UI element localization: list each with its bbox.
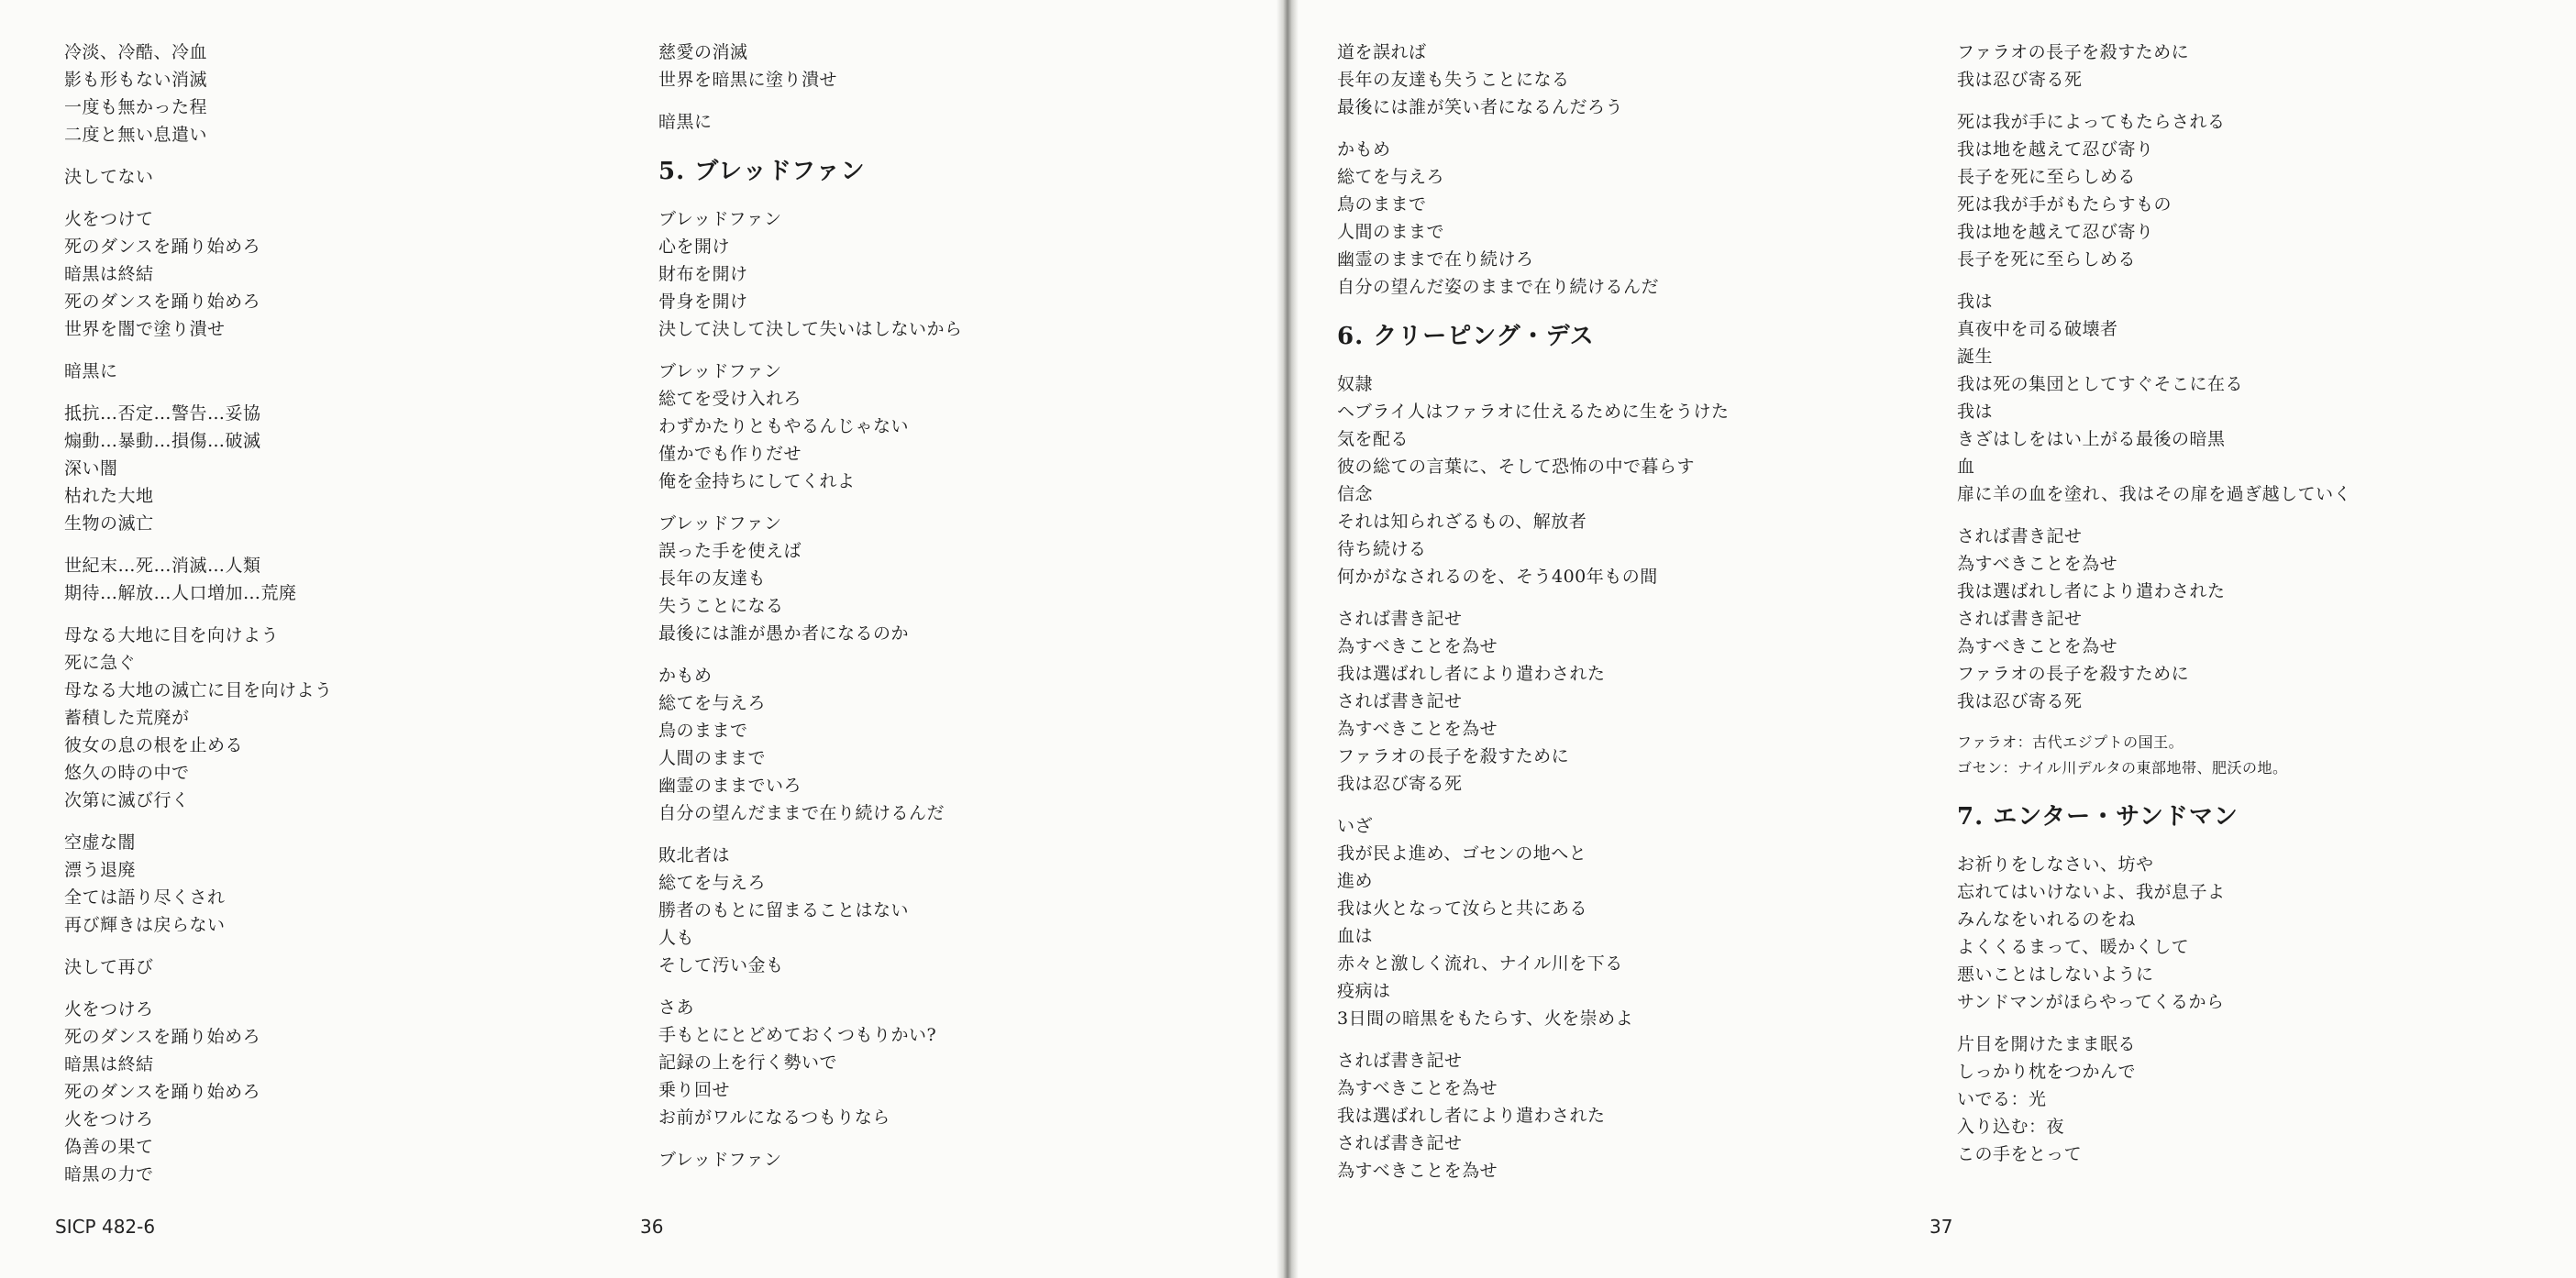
lyric-stanza <box>658 39 963 94</box>
lyric-line: 人も <box>658 928 695 948</box>
lyric-stanza <box>658 358 963 495</box>
lyric-line: 僅かでも作りだせ <box>658 444 802 464</box>
lyric-line: 火をつけろ <box>64 999 154 1019</box>
lyric-stanza <box>658 510 963 647</box>
lyric-line: 総てを与えろ <box>658 693 767 713</box>
lyric-line: 死のダンスを踊り始めろ <box>64 292 261 312</box>
lyric-line: 幽霊のままでいろ <box>658 776 802 796</box>
lyric-line: 決してない <box>64 167 154 187</box>
lyric-line: 影も形もない消滅 <box>64 70 208 90</box>
lyric-stanza <box>64 622 333 814</box>
lyric-line: されば書き記せ <box>1337 1133 1463 1153</box>
lyric-line: 漂う退廃 <box>64 860 137 880</box>
lyric-line: 全ては語り尽くされ <box>64 887 226 908</box>
footnote-line: ファラオ：古代エジプトの国王。 <box>1957 733 2184 751</box>
lyric-line: 死に急ぐ <box>64 653 137 673</box>
lyrics-column-3 <box>1337 39 1729 1199</box>
lyric-line: 我は忍び寄る死 <box>1957 70 2083 90</box>
lyric-line: 我は忍び寄る死 <box>1337 774 1463 794</box>
lyric-line: されば書き記せ <box>1337 1051 1463 1071</box>
catalog-number: SICP 482-6 <box>55 1216 156 1238</box>
lyric-line: 火をつけろ <box>64 1109 154 1129</box>
lyric-line: 期待…解放…人口増加…荒廃 <box>64 583 297 603</box>
lyric-line: 我は火となって汝らと共にある <box>1337 898 1588 919</box>
lyric-line: 扉に羊の血を塗れ、我はその扉を過ぎ越していく <box>1957 484 2352 504</box>
lyric-line: 入り込む：夜 <box>1957 1117 2065 1137</box>
lyric-line: 暗黒は終結 <box>64 1054 154 1074</box>
lyric-line: 失うことになる <box>658 596 784 616</box>
lyric-stanza <box>658 662 963 827</box>
lyric-line: 偽善の果て <box>64 1137 154 1157</box>
lyric-line: 決して再び <box>64 957 154 977</box>
footnote <box>1957 730 2351 781</box>
lyric-line: 我は死の集団としてすぐそこに在る <box>1957 374 2244 394</box>
lyric-line: 枯れた大地 <box>64 486 154 506</box>
lyric-line: 為すべきことを為せ <box>1337 719 1498 739</box>
lyric-line: 煽動…暴動…損傷…破滅 <box>64 431 261 451</box>
lyric-line: されば書き記せ <box>1337 609 1463 629</box>
lyric-line: 疫病は <box>1337 981 1391 1001</box>
lyric-stanza <box>1337 812 1729 1032</box>
lyric-line: 真夜中を司る破壊者 <box>1957 319 2118 339</box>
lyric-line: 悠久の時の中で <box>64 763 190 783</box>
lyric-line: 死のダンスを踊り始めろ <box>64 1027 261 1047</box>
lyric-line: 我は地を越えて忍び寄り <box>1957 139 2154 160</box>
lyric-stanza <box>658 1146 963 1173</box>
lyric-stanza <box>1337 1047 1729 1184</box>
lyric-line: 何かがなされるのを、そう400年もの間 <box>1337 567 1658 587</box>
lyric-line: 心を開け <box>658 237 731 257</box>
lyric-stanza <box>1957 523 2351 715</box>
lyric-line: 片目を開けたまま眠る <box>1957 1034 2137 1054</box>
lyric-line: 死のダンスを踊り始めろ <box>64 1082 261 1102</box>
lyric-stanza <box>1957 39 2351 94</box>
lyric-line: 慈愛の消滅 <box>658 42 748 62</box>
lyric-line: 空虚な闇 <box>64 832 137 853</box>
lyric-line: 人間のままで <box>1337 222 1445 242</box>
lyric-line: 母なる大地の滅亡に目を向けよう <box>64 680 333 700</box>
lyric-line: 死のダンスを踊り始めろ <box>64 237 261 257</box>
lyric-line: 世界を闇で塗り潰せ <box>64 319 226 339</box>
lyric-stanza <box>64 400 333 537</box>
lyric-line: 再び輝きは戻らない <box>64 915 226 935</box>
lyric-line: 誤った手を使えば <box>658 541 802 561</box>
song-title: 7. エンター・サンドマン <box>1957 803 2239 831</box>
lyric-line: 我は地を越えて忍び寄り <box>1957 222 2154 242</box>
lyric-line: されば書き記せ <box>1957 526 2083 546</box>
lyric-line: そして汚い金も <box>658 955 784 975</box>
lyric-line: 我が民よ進め、ゴセンの地へと <box>1337 843 1587 864</box>
lyric-stanza <box>64 953 333 981</box>
lyric-line: 総てを与えろ <box>1337 167 1445 187</box>
lyric-stanza <box>64 205 333 343</box>
lyric-line: ファラオの長子を殺すために <box>1957 42 2190 62</box>
lyric-line: 鳥のままで <box>658 721 748 741</box>
lyric-line: お祈りをしなさい、坊や <box>1957 854 2154 875</box>
page-number-left: 36 <box>640 1216 664 1238</box>
lyric-line: 一度も無かった程 <box>64 97 208 117</box>
lyric-line: 世界を暗黒に塗り潰せ <box>658 70 838 90</box>
lyric-line: いざ <box>1337 816 1374 836</box>
lyric-stanza <box>64 996 333 1188</box>
lyric-line: かもめ <box>1337 139 1391 160</box>
lyric-line: 長子を死に至らしめる <box>1957 167 2137 187</box>
lyric-line: みんなをいれるのをね <box>1957 909 2137 930</box>
lyric-line: されば書き記せ <box>1337 691 1463 711</box>
lyric-line: 暗黒は終結 <box>64 264 154 284</box>
lyric-line: 総てを与えろ <box>658 873 767 893</box>
lyric-line: 深い闇 <box>64 458 118 479</box>
lyric-stanza <box>658 842 963 979</box>
lyric-line: 忘れてはいけないよ、我が息子よ <box>1957 882 2226 902</box>
lyric-stanza <box>1337 136 1729 301</box>
lyric-line: ファラオの長子を殺すために <box>1337 746 1570 766</box>
song-title: 6. クリーピング・デス <box>1337 323 1595 350</box>
lyric-line: 冷淡、冷酷、冷血 <box>64 42 208 62</box>
lyric-line: 赤々と激しく流れ、ナイル川を下る <box>1337 953 1623 974</box>
lyric-line: ブレッドファン <box>658 361 782 381</box>
lyric-line: 彼の総ての言葉に、そして恐怖の中で暮らす <box>1337 457 1696 477</box>
lyric-line: 死は我が手によってもたらされる <box>1957 112 2226 132</box>
lyric-stanza <box>658 205 963 343</box>
lyric-stanza <box>1957 851 2351 1016</box>
lyric-line: 待ち続ける <box>1337 539 1427 559</box>
lyric-line: 気を配る <box>1337 429 1410 449</box>
lyrics-column-1 <box>64 39 333 1203</box>
lyric-line: この手をとって <box>1957 1144 2083 1164</box>
lyric-line: 人間のままで <box>658 748 767 768</box>
lyrics-column-2 <box>658 39 963 1188</box>
lyric-line: 火をつけて <box>64 209 154 229</box>
lyric-stanza <box>64 358 333 385</box>
lyric-line: 自分の望んだままで在り続けるんだ <box>658 803 945 823</box>
lyric-line: 財布を開け <box>658 264 748 284</box>
lyric-line: 最後には誰が笑い者になるんだろう <box>1337 97 1624 117</box>
lyric-line: 決して決して決して失いはしないから <box>658 319 963 339</box>
lyric-line: お前がワルになるつもりなら <box>658 1107 890 1128</box>
lyric-line: かもめ <box>658 666 713 686</box>
lyric-line: さあ <box>658 997 695 1018</box>
lyric-line: 悪いことはしないように <box>1957 964 2154 985</box>
song-title: 5. ブレッドファン <box>658 158 866 185</box>
lyric-line: よくくるまって、暖かくして <box>1957 937 2190 957</box>
lyric-line: 抵抗…否定…警告…妥協 <box>64 403 261 424</box>
lyric-line: 乗り回せ <box>658 1080 731 1100</box>
lyrics-column-4 <box>1957 39 2351 1183</box>
lyric-line: 我は選ばれし者により遣わされた <box>1337 1106 1606 1126</box>
lyric-line: 生物の滅亡 <box>64 513 154 534</box>
lyric-line: 長子を死に至らしめる <box>1957 249 2137 270</box>
lyric-stanza <box>1957 108 2351 273</box>
lyric-line: 血 <box>1957 457 1975 477</box>
book-spine <box>1277 0 1299 1278</box>
lyric-line: 手もとにとどめておくつもりかい? <box>658 1025 937 1045</box>
lyric-stanza <box>64 39 333 149</box>
lyric-line: 血は <box>1337 926 1374 946</box>
lyric-line: 勝者のもとに留まることはない <box>658 900 910 920</box>
lyric-line: しっかり枕をつかんで <box>1957 1062 2137 1082</box>
lyric-line: 奴隷 <box>1337 374 1374 394</box>
lyric-line: 骨身を開け <box>658 292 748 312</box>
lyric-stanza <box>64 552 333 607</box>
lyric-line: 我は選ばれし者により遣わされた <box>1957 581 2226 601</box>
lyric-stanza <box>64 163 333 191</box>
lyric-line: きざはしをはい上がる最後の暗黒 <box>1957 429 2226 449</box>
lyric-line: 為すべきことを為せ <box>1337 1161 1498 1181</box>
lyric-line: 為すべきことを為せ <box>1957 636 2118 656</box>
lyric-line: 幽霊のままで在り続けろ <box>1337 249 1534 270</box>
lyric-line: 進め <box>1337 871 1374 891</box>
footnote-line: ゴセン：ナイル川デルタの東部地帯、肥沃の地。 <box>1957 759 2288 777</box>
lyric-line: 蓄積した荒廃が <box>64 708 190 728</box>
lyric-stanza <box>1337 39 1729 121</box>
lyric-line: 最後には誰が愚か者になるのか <box>658 623 910 644</box>
lyric-line: 我は <box>1957 402 1994 422</box>
lyric-line: 鳥のままで <box>1337 194 1427 215</box>
lyric-line: 母なる大地に目を向けよう <box>64 625 280 645</box>
lyric-stanza <box>1957 288 2351 508</box>
lyric-line: ブレッドファン <box>658 513 782 534</box>
lyric-line: ブレッドファン <box>658 209 782 229</box>
lyric-line: 為すべきことを為せ <box>1337 636 1498 656</box>
lyric-line: 為すべきことを為せ <box>1337 1078 1498 1098</box>
lyric-line: 我は <box>1957 292 1994 312</box>
lyric-line: 長年の友達も <box>658 568 767 589</box>
lyric-stanza <box>1337 370 1729 590</box>
lyric-line: 総てを受け入れろ <box>658 389 802 409</box>
lyric-line: 我は選ばれし者により遣わされた <box>1337 664 1606 684</box>
lyric-line: 道を誤れば <box>1337 42 1427 62</box>
lyric-line: サンドマンがほらやってくるから <box>1957 992 2225 1012</box>
lyric-line: ヘブライ人はファラオに仕えるために生をうけた <box>1337 402 1730 422</box>
lyric-stanza <box>1957 1030 2351 1168</box>
lyric-line: それは知られざるもの、解放者 <box>1337 512 1587 532</box>
lyric-line: されば書き記せ <box>1957 609 2083 629</box>
lyric-line: わずかたりともやるんじゃない <box>658 416 910 436</box>
lyric-line: ファラオの長子を殺すために <box>1957 664 2190 684</box>
lyric-line: 記録の上を行く勢いで <box>658 1052 838 1073</box>
lyric-line: 暗黒に <box>658 112 713 132</box>
lyric-line: 次第に滅び行く <box>64 790 190 810</box>
page-number-right: 37 <box>1929 1216 1953 1238</box>
lyric-line: 長年の友達も失うことになる <box>1337 70 1570 90</box>
lyric-line: 誕生 <box>1957 347 1994 367</box>
lyric-line: 為すべきことを為せ <box>1957 554 2118 574</box>
lyric-line: 3日間の暗黒をもたらす、火を崇めよ <box>1337 1008 1634 1029</box>
lyric-line: 死は我が手がもたらすもの <box>1957 194 2172 215</box>
lyric-line: 暗黒に <box>64 361 118 381</box>
lyric-line: 敗北者は <box>658 845 731 865</box>
lyric-line: 自分の望んだ姿のままで在り続けるんだ <box>1337 277 1660 297</box>
lyric-stanza <box>64 829 333 939</box>
lyric-line: 世紀末…死…消滅…人類 <box>64 556 261 576</box>
lyric-line: 暗黒の力で <box>64 1164 154 1184</box>
lyric-line: ブレッドファン <box>658 1150 782 1170</box>
lyric-stanza <box>1337 605 1729 798</box>
lyric-line: 我は忍び寄る死 <box>1957 691 2083 711</box>
lyric-line: いでる：光 <box>1957 1089 2047 1109</box>
lyric-stanza <box>658 108 963 136</box>
lyric-line: 信念 <box>1337 484 1374 504</box>
lyric-stanza <box>658 994 963 1131</box>
lyric-line: 彼女の息の根を止める <box>64 735 244 755</box>
lyric-line: 俺を金持ちにしてくれよ <box>658 471 856 491</box>
lyric-line: 二度と無い息遣い <box>64 125 208 145</box>
